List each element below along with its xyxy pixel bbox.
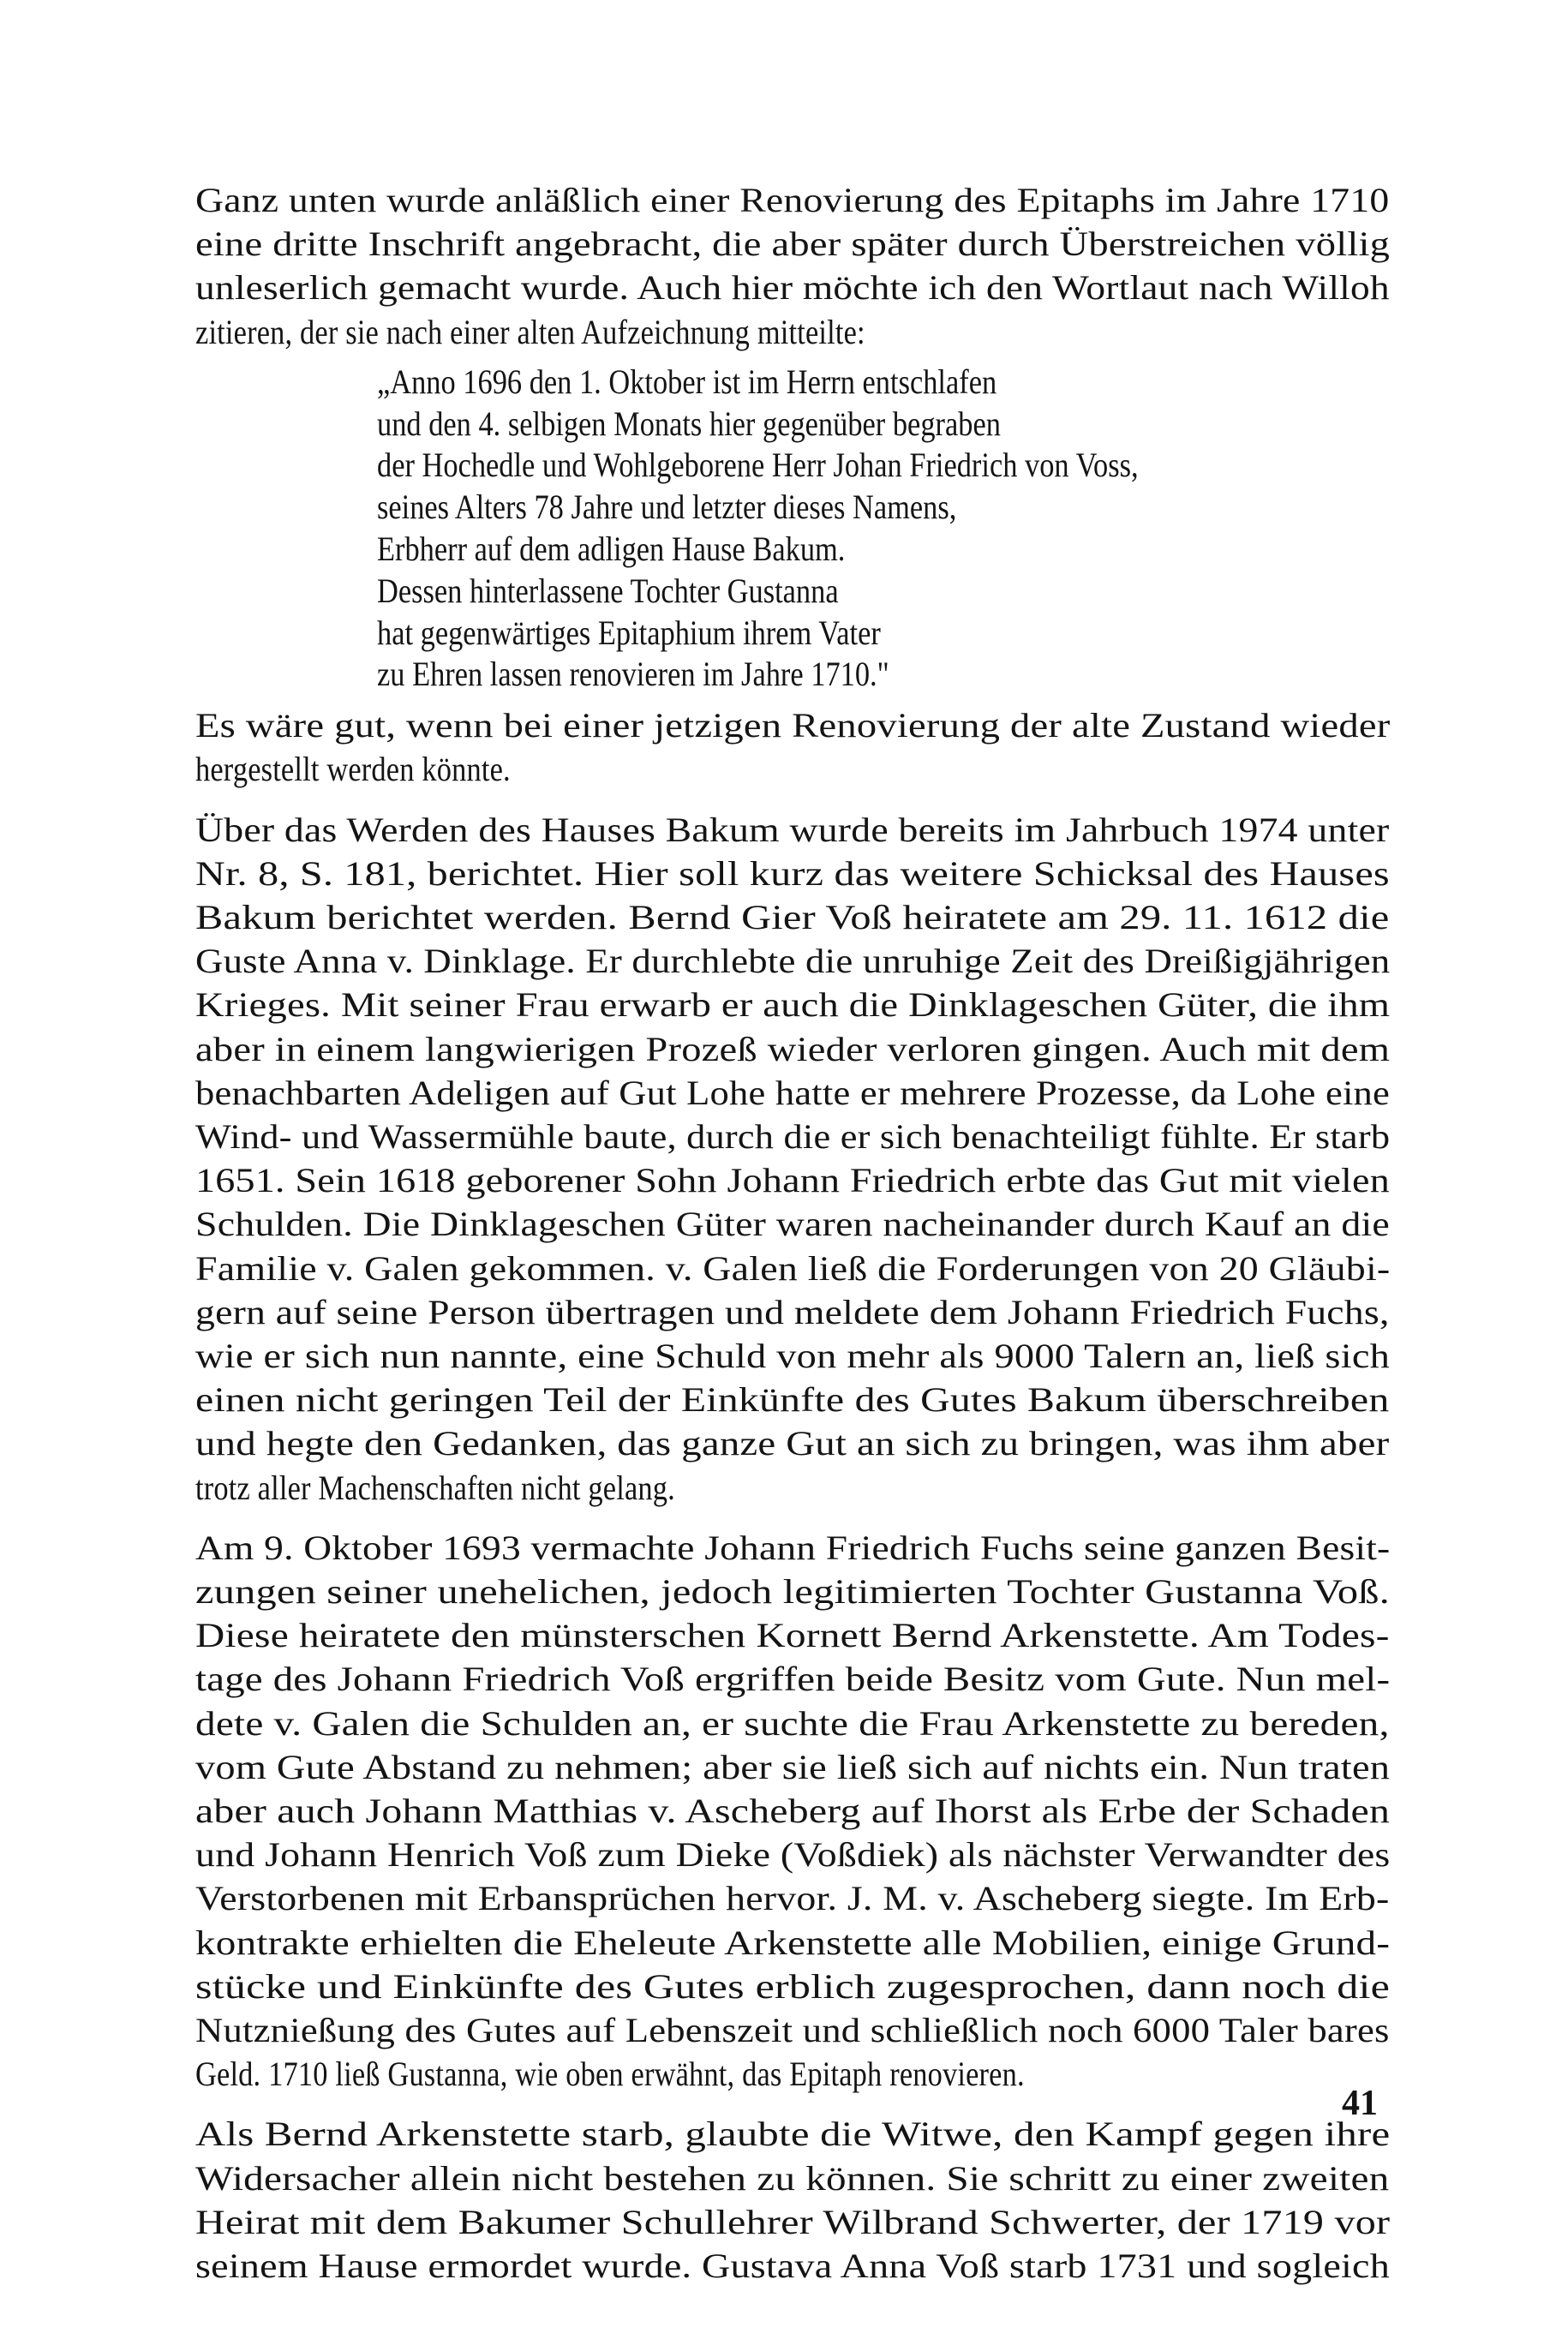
paragraph-gap — [195, 1510, 1390, 1526]
text-line: kontrakte erhielten die Eheleute Arkenstette alle Mobilien, einige Grund- — [195, 1923, 1391, 1962]
paragraph-restoration — [195, 703, 1390, 791]
quote-line: „Anno 1696 den 1. Oktober ist im Herrn entschlafen — [377, 362, 997, 401]
paragraph-gap — [195, 792, 1390, 808]
text-line: vom Gute Abstand zu nehmen; aber sie ließ sich auf nichts ein. Nun traten — [195, 1747, 1391, 1786]
quote-line: Erbherr auf dem adligen Hause Bakum. — [377, 529, 846, 568]
text-line: Familie v. Galen gekommen. v. Galen ließ die Forderungen von 20 Gläubi- — [195, 1248, 1391, 1288]
paragraph-widow — [195, 2112, 1390, 2288]
quote-line: seines Alters 78 Jahre und letzter dieses Namens, — [377, 488, 957, 527]
text-line: zungen seiner unehelichen, jedoch legitimierten Tochter Gustanna Voß. — [195, 1572, 1390, 1612]
text-line: tage des Johann Friedrich Voß ergriffen beide Besitz vom Gute. Nun mel- — [195, 1660, 1391, 1699]
text-line: Nr. 8, S. 181, berichtet. Hier soll kurz das weitere Schicksal des Hauses — [195, 853, 1390, 893]
text-line: Über das Werden des Hauses Bakum wurde bereits im Jahrbuch 1974 unter — [195, 810, 1390, 849]
text-line: 1651. Sein 1618 geborener Sohn Johann Friedrich erbte das Gut mit vielen — [195, 1161, 1390, 1200]
text-line: stücke und Einkünfte des Gutes erblich zugesprochen, dann noch die — [195, 1966, 1391, 2006]
paragraph-inheritance — [195, 1526, 1390, 2097]
text-line: Heirat mit dem Bakumer Schullehrer Wilbrand Schwerter, der 1719 vor — [195, 2202, 1391, 2241]
text-line: Widersacher allein nicht bestehen zu können. Sie schritt zu einer zweiten — [195, 2158, 1390, 2198]
paragraph-history — [195, 808, 1390, 1510]
text-line: gern auf seine Person übertragen und meldete dem Johann Friedrich Fuchs, — [195, 1292, 1390, 1331]
text-line: hergestellt werden könnte. — [195, 750, 511, 789]
page-number: 41 — [1342, 2084, 1378, 2123]
text-line: Schulden. Die Dinklageschen Güter waren nacheinander durch Kauf an die — [195, 1205, 1390, 1244]
text-line: unleserlich gemacht wurde. Auch hier möchte ich den Wortlaut nach Willoh — [195, 268, 1390, 308]
text-line: Ganz unten wurde anläßlich einer Renovierung des Epitaphs im Jahre 1710 — [195, 181, 1390, 219]
quote-line: zu Ehren lassen renovieren im Jahre 1710." — [377, 655, 889, 694]
text-line: Verstorbenen mit Erbansprüchen hervor. J. M. v. Ascheberg siegte. Im Erb- — [195, 1879, 1390, 1918]
text-line: Bakum berichtet werden. Bernd Gier Voß heiratete am 29. 11. 1612 die — [195, 898, 1390, 936]
text-line: dete v. Galen die Schulden an, er suchte die Frau Arkenstette zu bereden, — [195, 1703, 1390, 1743]
text-line: Am 9. Oktober 1693 vermachte Johann Friedrich Fuchs seine ganzen Besit- — [195, 1528, 1391, 1567]
text-line: Guste Anna v. Dinklage. Er durchlebte die unruhige Zeit des Dreißigjährigen — [195, 942, 1391, 981]
text-line: wie er sich nun nannte, eine Schuld von mehr als 9000 Talern an, ließ sich — [195, 1337, 1391, 1376]
text-line: und hegte den Gedanken, das ganze Gut an sich zu bringen, was ihm aber — [195, 1424, 1390, 1463]
text-line: Es wäre gut, wenn bei einer jetzigen Renovierung der alte Zustand wieder — [195, 706, 1391, 745]
paragraph-gap — [195, 2096, 1390, 2112]
text-line: Wind- und Wassermühle baute, durch die er sich benachteiligt fühlte. Er starb — [195, 1117, 1391, 1157]
quote-line: der Hochedle und Wohlgeborene Herr Johan Friedrich von Voss, — [377, 446, 1139, 485]
text-line: aber auch Johann Matthias v. Ascheberg auf Ihorst als Erbe der Schaden — [195, 1792, 1391, 1831]
text-line: zitieren, der sie nach einer alten Aufzeichnung mitteilte: — [195, 312, 865, 351]
text-line: Als Bernd Arkenstette starb, glaubte die Witwe, den Kampf gegen ihre — [195, 2115, 1391, 2154]
quote-line: Dessen hinterlassene Tochter Gustanna — [377, 571, 839, 610]
text-line: seinem Hause ermordet wurde. Gustava Anna Voß starb 1731 und sogleich — [195, 2246, 1390, 2286]
text-line: Krieges. Mit seiner Frau erwarb er auch die Dinklageschen Güter, die ihm — [195, 985, 1391, 1025]
quote-line: und den 4. selbigen Monats hier gegenüber begraben — [377, 404, 1001, 443]
text-line: benachbarten Adeligen auf Gut Lohe hatte er mehrere Prozesse, da Lohe eine — [195, 1073, 1391, 1112]
text-line: Nutznießung des Gutes auf Lebenszeit und schließlich noch 6000 Taler bares — [195, 2011, 1390, 2050]
inscription-quote — [377, 362, 1390, 696]
paragraph-intro — [195, 178, 1390, 354]
quote-line: hat gegenwärtiges Epitaphium ihrem Vater — [377, 613, 881, 652]
body-text — [195, 178, 1390, 2288]
text-line: einen nicht geringen Teil der Einkünfte des Gutes Bakum überschreiben — [195, 1380, 1390, 1420]
text-line: und Johann Henrich Voß zum Dieke (Voßdiek) als nächster Verwandter des — [195, 1835, 1391, 1875]
text-line: trotz aller Machenschaften nicht gelang. — [195, 1468, 675, 1507]
text-line: Geld. 1710 ließ Gustanna, wie oben erwähnt, das Epitaph renovieren. — [195, 2055, 1025, 2094]
text-line: aber in einem langwierigen Prozeß wieder verloren gingen. Auch mit dem — [195, 1029, 1391, 1068]
text-line: Diese heiratete den münsterschen Kornett Bernd Arkenstette. Am Todes- — [195, 1616, 1390, 1655]
text-line: eine dritte Inschrift angebracht, die aber später durch Überstreichen völlig — [195, 224, 1391, 264]
